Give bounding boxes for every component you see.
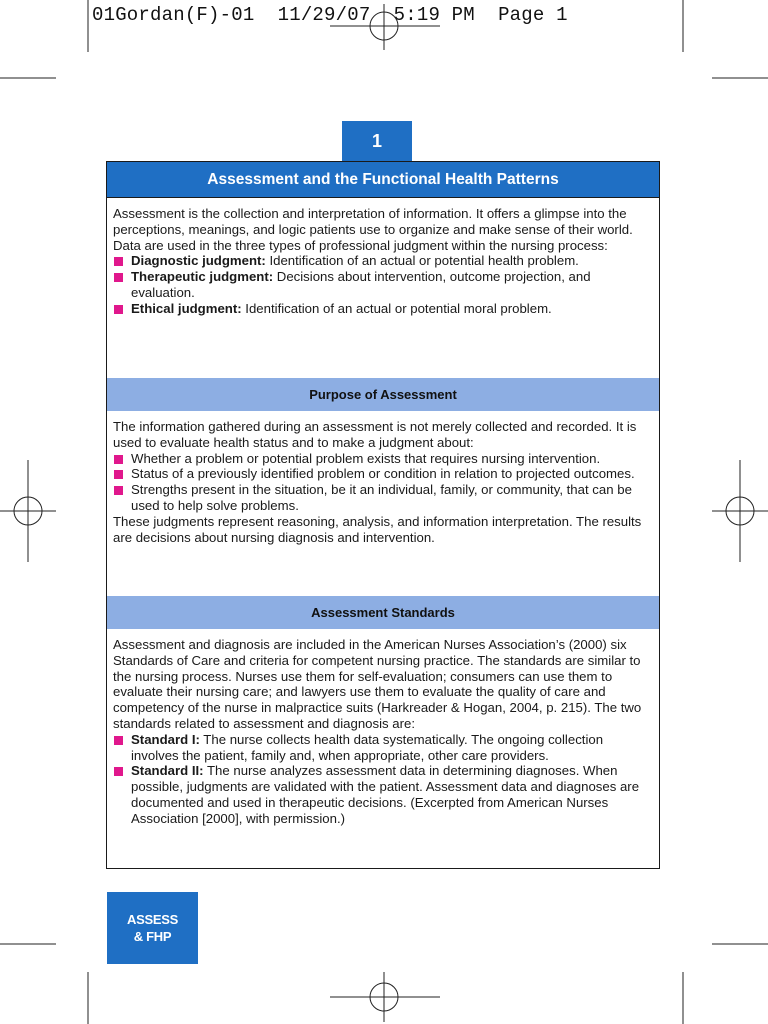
purpose-intro: The information gathered during an assessment is not merely collected and recorded. It is used to evaluate health status and to make a judgment about: [113, 419, 637, 450]
purpose-list [113, 451, 653, 514]
print-slug: 01Gordan(F)-01 11/29/07 5:19 PM Page 1 [92, 4, 568, 26]
list-item [113, 301, 653, 317]
content-box [106, 161, 660, 869]
item-term: Diagnostic judgment: [131, 253, 266, 269]
chapter-number-tab: 1 [342, 121, 412, 162]
item-text: Identification of an actual or potential moral problem. [241, 300, 552, 316]
item-text: The nurse collects health data systematically. The ongoing collection involves the patient, family and, when appropriate, other care providers. [131, 731, 604, 763]
section-heading-standards: Assessment Standards [107, 596, 659, 629]
side-tab-line1: ASSESS [127, 912, 178, 927]
standards-intro: Assessment and diagnosis are included in the American Nurses Association’s (2000) six Standards of Care and criteria for competent nursing practice. The standards are similar to the nursing process. Nurses use them for self-evaluation; consumers can use them to evaluate their nursing care; and lawyers use them to evaluate the quality of care and competency of the nurse in malpractice suits (Harkreader & Hogan, 2004, p. 215). The two standards related to assessment and diagnosis are: [113, 637, 642, 731]
section-purpose [107, 411, 659, 596]
section-heading-purpose: Purpose of Assessment [107, 378, 659, 411]
list-item [113, 732, 653, 764]
list-item [113, 269, 653, 301]
item-term: Standard I: [131, 731, 200, 747]
list-item: Whether a problem or potential problem exists that requires nursing intervention. [113, 451, 653, 467]
list-item: Status of a previously identified problem or condition in relation to projected outcomes. [113, 466, 653, 482]
purpose-closing: These judgments represent reasoning, analysis, and information interpretation. The results are decisions about nursing diagnosis and intervention. [113, 513, 642, 545]
side-tab-line2: & FHP [133, 929, 172, 944]
list-item [113, 253, 653, 269]
intro-paragraph: Assessment is the collection and interpretation of information. It offers a glimpse into the perceptions, meanings, and logic patients use to organize and make sense of their world. Data are used in the three types of professional judgment within the nursing process: [113, 206, 633, 253]
item-term: Standard II: [131, 763, 204, 779]
list-item [113, 763, 653, 826]
section-assessment-intro [107, 198, 659, 378]
page-title: Assessment and the Functional Health Patterns [107, 162, 659, 198]
item-text: Identification of an actual or potential health problem. [265, 253, 579, 269]
standards-list [113, 732, 653, 827]
item-text: Decisions about intervention, outcome projection, and evaluation. [131, 269, 591, 300]
item-term: Ethical judgment: [131, 300, 242, 316]
section-standards [107, 629, 659, 833]
section-side-tab [107, 892, 198, 964]
item-term: Therapeutic judgment: [131, 269, 274, 285]
judgment-list [113, 253, 653, 316]
list-item: Strengths present in the situation, be it an individual, family, or community, that can be used to help solve problems. [113, 482, 653, 514]
item-text: The nurse analyzes assessment data in determining diagnoses. When possible, judgments are validated with the patient. Assessment data and diagnoses are documented and used in therapeutic decisions. (Excerpted from American Nurses Association [2000], with permission.) [131, 763, 640, 826]
